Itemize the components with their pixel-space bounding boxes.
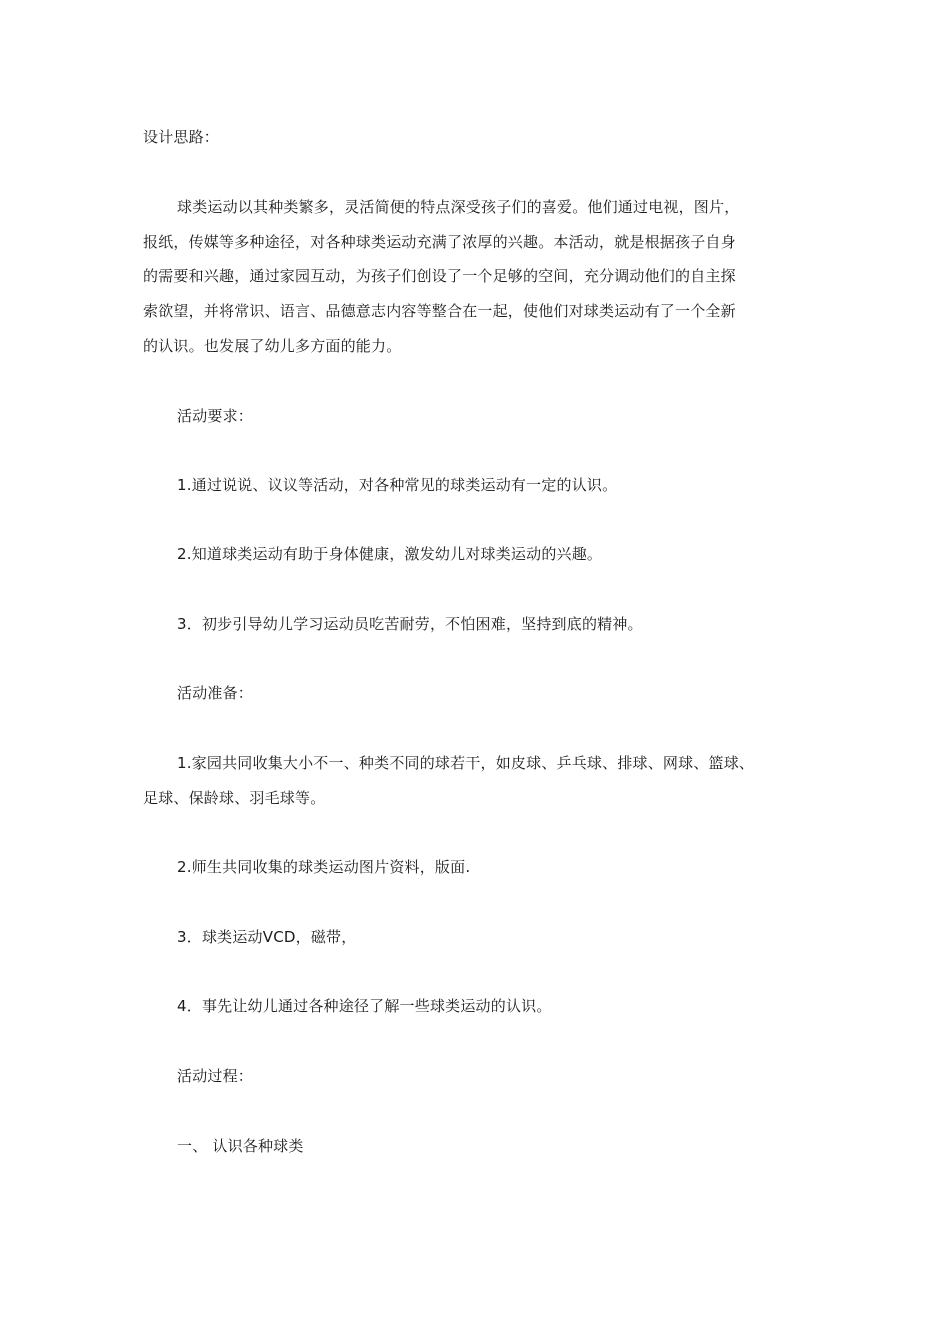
preparation-heading: 活动准备： bbox=[177, 684, 254, 702]
design-paragraph-line: 球类运动以其种类繁多，灵活简便的特点深受孩子们的喜爱。他们通过电视，图片， bbox=[177, 198, 740, 216]
requirement-item: 3．初步引导幼儿学习运动员吃苦耐劳，不怕困难，坚持到底的精神。 bbox=[177, 615, 643, 633]
design-paragraph-line: 报纸，传媒等多种途径，对各种球类运动充满了浓厚的兴趣。本活动，就是根据孩子自身 bbox=[143, 233, 736, 251]
design-paragraph-line: 的认识。也发展了幼儿多方面的能力。 bbox=[143, 337, 402, 355]
preparation-item: 2.师生共同收集的球类运动图片资料，版面. bbox=[177, 858, 471, 876]
preparation-item: 1.家园共同收集大小不一、种类不同的球若干，如皮球、乒乓球、排球、网球、篮球、 bbox=[177, 754, 755, 772]
requirement-item: 2.知道球类运动有助于身体健康，激发幼儿对球类运动的兴趣。 bbox=[177, 545, 603, 563]
design-paragraph-line: 索欲望，并将常识、语言、品德意志内容等整合在一起，使他们对球类运动有了一个全新 bbox=[143, 302, 736, 320]
design-heading: 设计思路： bbox=[143, 128, 220, 146]
process-heading: 活动过程： bbox=[177, 1067, 254, 1085]
requirements-heading: 活动要求： bbox=[177, 407, 254, 425]
process-step: 一、 认识各种球类 bbox=[177, 1137, 304, 1155]
preparation-item-continuation: 足球、保龄球、羽毛球等。 bbox=[143, 789, 326, 807]
preparation-item: 3．球类运动VCD，磁带， bbox=[177, 928, 357, 946]
design-paragraph-line: 的需要和兴趣，通过家园互动，为孩子们创设了一个足够的空间，充分调动他们的自主探 bbox=[143, 267, 736, 285]
requirement-item: 1.通过说说、议议等活动，对各种常见的球类运动有一定的认识。 bbox=[177, 476, 618, 494]
preparation-item: 4．事先让幼儿通过各种途径了解一些球类运动的认识。 bbox=[177, 997, 552, 1015]
